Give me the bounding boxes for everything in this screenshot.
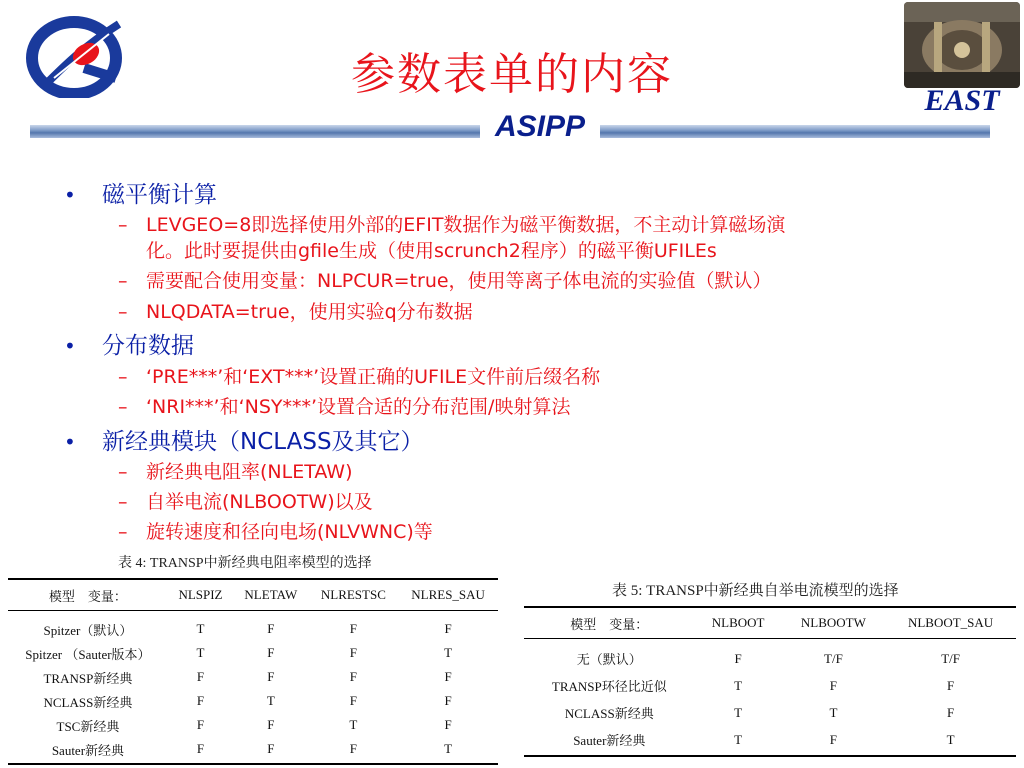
- table-cell: NCLASS新经典: [564, 706, 654, 721]
- bullet-item: [64, 327, 194, 360]
- table-cell: T: [349, 717, 358, 732]
- bullet-dot: •: [64, 183, 76, 207]
- sub-bullet-text: NLQDATA=true，使用实验q分布数据: [146, 301, 473, 323]
- table-cell: T/F: [941, 650, 960, 666]
- sub-bullet-item: [118, 266, 772, 293]
- table-row: [524, 726, 1016, 756]
- east-label: EAST: [924, 84, 1000, 117]
- table-cell: F: [267, 717, 275, 732]
- sub-bullet-text: 旋转速度和径向电场(NLVWNC)等: [146, 521, 433, 543]
- table-cell: T: [734, 704, 743, 720]
- table-row: [8, 689, 498, 713]
- table-header-cell: NLSPIZ: [168, 579, 233, 611]
- table-cell: F: [196, 717, 205, 732]
- table-row: [8, 641, 498, 665]
- sub-bullet-item: [118, 517, 433, 544]
- table-cell: T: [734, 677, 743, 693]
- table-cell: TSC新经典: [56, 718, 120, 734]
- table-row: [8, 713, 498, 737]
- bullet-text-after: 及其它）: [331, 429, 424, 455]
- sub-bullet-item: [118, 392, 570, 419]
- table-cell: F: [349, 621, 357, 636]
- table-header-cell: 模型 变量：: [524, 607, 695, 639]
- dash-marker: –: [118, 270, 128, 292]
- table-cell: F: [349, 645, 357, 660]
- table-cell: F: [444, 621, 452, 636]
- page-title: 参数表单的内容: [351, 49, 673, 100]
- table-header-cell: NLBOOTW: [782, 607, 886, 639]
- sub-bullet-item: [118, 487, 373, 514]
- dash-marker: –: [118, 366, 128, 388]
- bullet-dot: •: [64, 334, 76, 358]
- table-cell: F: [444, 669, 452, 684]
- org-label: ASIPP: [480, 110, 600, 144]
- table-cell: F: [233, 737, 308, 764]
- table-row: [8, 665, 498, 689]
- table-cell: 无（默认）: [576, 652, 642, 667]
- table-cell: Spitzer（默认）: [43, 622, 133, 638]
- table-header-cell: NLBOOT: [695, 607, 782, 639]
- bullet-accent-text: NCLASS: [240, 429, 332, 455]
- table-cell: F: [946, 704, 955, 720]
- resistivity-model-table: [8, 578, 498, 765]
- table-cell: T: [829, 704, 838, 720]
- table-row: [524, 699, 1016, 726]
- bootstrap-model-table: [524, 606, 1016, 757]
- table-cell: F: [444, 693, 452, 708]
- dash-marker: –: [118, 301, 128, 323]
- table-cell: TRANSP新经典: [43, 670, 133, 686]
- bullet-item: [64, 176, 217, 209]
- table-cell: F: [267, 621, 275, 636]
- table-cell: F: [734, 650, 742, 666]
- table-cell: Sauter新经典: [524, 726, 695, 756]
- sub-bullet-item: [118, 457, 353, 484]
- table-cell: T: [695, 726, 782, 756]
- dash-marker: –: [118, 396, 128, 418]
- table-cell: F: [196, 693, 205, 708]
- sub-bullet-text: LEVGEO=8即选择使用外部的EFIT数据作为磁平衡数据，不主动计算磁场演: [146, 214, 786, 236]
- sub-bullet-item: [118, 297, 473, 324]
- sub-bullet-text: 新经典电阻率(NLETAW): [146, 461, 353, 483]
- table-header-cell: 模型 变量：: [8, 579, 168, 611]
- table-cell: F: [267, 669, 275, 684]
- table-cell: F: [196, 669, 205, 684]
- table-header-row: [524, 607, 1016, 639]
- table-cell: F: [309, 737, 399, 764]
- bullet-text: 新经典模块（: [102, 429, 240, 455]
- bullet-dot: •: [64, 430, 76, 454]
- table-cell: T: [398, 737, 498, 764]
- table-cell: Spitzer （Sauter版本）: [25, 646, 151, 662]
- dash-marker: –: [118, 521, 128, 543]
- sub-bullet-text: 自举电流(NLBOOTW)以及: [146, 491, 373, 513]
- sub-bullet-item: [118, 210, 786, 262]
- table-cell: T/F: [824, 650, 843, 666]
- table-cell: F: [349, 669, 357, 684]
- bullet-item: [64, 423, 424, 456]
- table-header-cell: NLBOOT_SAU: [885, 607, 1016, 639]
- dash-marker: –: [118, 491, 128, 513]
- table-cell: F: [444, 717, 452, 732]
- table-cell: NCLASS新经典: [43, 694, 133, 710]
- table2-caption: 表 5: TRANSP中新经典自举电流模型的选择: [612, 583, 899, 599]
- table1-caption: 表 4: TRANSP中新经典电阻率模型的选择: [118, 556, 372, 571]
- table-cell: F: [782, 726, 886, 756]
- table-row: [524, 639, 1016, 673]
- bullet-text: 分布数据: [102, 333, 194, 359]
- table-cell: T: [196, 621, 205, 636]
- table-cell: Sauter新经典: [8, 737, 168, 764]
- sub-bullet-text: 需要配合使用变量：NLPCUR=true，使用等离子体电流的实验值（默认）: [146, 270, 772, 292]
- table-header-cell: NLRESTSC: [309, 579, 399, 611]
- dash-marker: –: [118, 214, 128, 236]
- table-cell: F: [829, 677, 838, 693]
- table-cell: F: [267, 645, 275, 660]
- table-cell: T: [266, 693, 275, 708]
- sub-bullet-item: [118, 362, 600, 389]
- sub-bullet-text: ‘PRE***’和‘EXT***’设置正确的UFILE文件前后缀名称: [146, 366, 601, 388]
- table-header-row: [8, 579, 498, 611]
- bullet-text: 磁平衡计算: [102, 182, 217, 208]
- table-header-cell: NLETAW: [233, 579, 308, 611]
- sub-bullet-text: ‘NRI***’和‘NSY***’设置合适的分布范围/映射算法: [146, 396, 571, 418]
- dash-marker: –: [118, 461, 128, 483]
- table-header-cell: NLRES_SAU: [398, 579, 498, 611]
- table-row: [8, 737, 498, 764]
- table-cell: T: [444, 645, 453, 660]
- table-cell: F: [349, 693, 357, 708]
- table-row: [524, 672, 1016, 699]
- table-cell: F: [168, 737, 233, 764]
- table-row: [8, 611, 498, 642]
- table-cell: T: [885, 726, 1016, 756]
- east-tokamak-photo: [904, 2, 1020, 88]
- table-cell: TRANSP环径比近似: [551, 679, 667, 694]
- sub-bullet-text-cont: 化。此时要提供由gfile生成（使用scrunch2程序）的磁平衡UFILEs: [146, 240, 717, 262]
- table-cell: F: [946, 677, 955, 693]
- table-cell: T: [196, 645, 205, 660]
